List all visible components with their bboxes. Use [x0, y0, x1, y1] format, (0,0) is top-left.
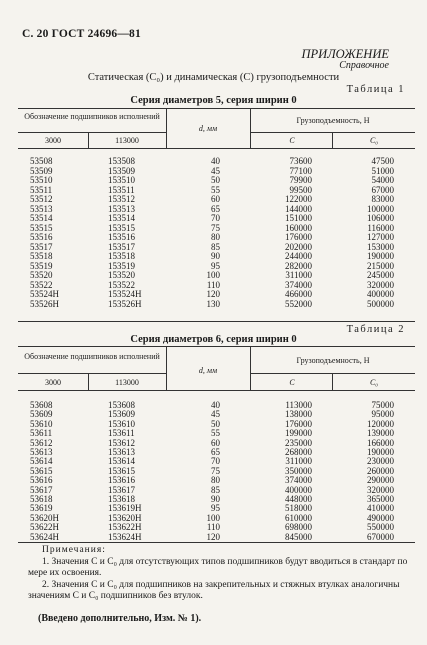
cell-bore-d: 90	[211, 494, 220, 504]
table-row	[0, 243, 427, 251]
cell-bore-d: 90	[211, 251, 220, 261]
cell-designation-3000: 53522	[30, 279, 53, 290]
table-row	[0, 205, 427, 213]
cell-load-C0: 400000	[367, 289, 394, 299]
table1-header-113000: 113000	[115, 136, 139, 145]
cell-designation-3000: 53615	[30, 465, 53, 476]
cell-load-C0: 190000	[367, 251, 394, 261]
cell-designation-113000: 153611	[108, 428, 135, 439]
table-row	[0, 429, 427, 437]
cell-load-C: 77100	[289, 165, 312, 176]
cell-designation-3000: 53508	[30, 156, 53, 166]
table-row	[0, 195, 427, 203]
cell-bore-d: 100	[206, 512, 220, 523]
cell-load-C: 151000	[285, 213, 312, 223]
cell-bore-d: 70	[211, 213, 220, 223]
table1-vrule-4	[332, 132, 333, 148]
notes-heading: Примечания:	[42, 545, 106, 555]
cell-load-C0: 190000	[367, 447, 394, 457]
cell-load-C0: 166000	[367, 437, 394, 448]
cell-designation-3000: 53515	[30, 222, 53, 233]
cell-designation-113000: 153519	[108, 260, 135, 271]
cell-bore-d: 75	[211, 465, 220, 476]
cell-load-C: 160000	[285, 222, 312, 233]
cell-load-C: 400000	[285, 484, 312, 495]
cell-load-C: 144000	[285, 203, 312, 214]
note-1: 1. Значения C и C₀ для отсутствующих типов подшипников будут вводиться в стандарт по мере их освоения.	[28, 556, 408, 578]
cell-designation-113000: 153618	[108, 494, 135, 504]
cell-load-C: 374000	[285, 279, 312, 290]
cell-designation-113000: 153524H	[108, 289, 142, 299]
table2-header-load: Грузоподъемность, Н	[296, 356, 370, 365]
cell-load-C: 268000	[285, 447, 312, 457]
table-row	[0, 401, 427, 409]
cell-load-C: 73600	[289, 156, 312, 166]
cell-bore-d: 120	[206, 289, 220, 299]
cell-load-C: 610000	[285, 512, 312, 523]
table1-header-d: d, мм	[198, 124, 218, 133]
cell-designation-3000: 53622H	[30, 522, 59, 533]
table2-header-C0: C₀	[369, 378, 379, 387]
cell-designation-113000: 153514	[108, 213, 135, 223]
cell-load-C: 845000	[285, 531, 312, 542]
cell-load-C0: 245000	[367, 270, 394, 280]
cell-load-C0: 47500	[371, 156, 394, 166]
cell-bore-d: 80	[211, 232, 220, 242]
table1-header-3000: 3000	[45, 136, 61, 145]
cell-designation-3000: 53513	[30, 203, 53, 214]
cell-bore-d: 45	[211, 409, 220, 420]
table-row	[0, 262, 427, 270]
cell-load-C0: 83000	[371, 194, 394, 204]
cell-bore-d: 45	[211, 165, 220, 176]
cell-bore-d: 75	[211, 222, 220, 233]
cell-load-C0: 410000	[367, 503, 394, 514]
cell-designation-113000: 153615	[108, 465, 135, 476]
cell-designation-113000: 153509	[108, 165, 135, 176]
cell-load-C: 552000	[285, 298, 312, 309]
cell-bore-d: 40	[211, 156, 220, 166]
cell-designation-113000: 153522	[108, 279, 135, 290]
appendix-block	[302, 48, 389, 72]
table2-vrule-1	[166, 346, 167, 390]
cell-load-C0: 127000	[367, 232, 394, 242]
cell-load-C: 202000	[285, 241, 312, 252]
cell-designation-3000: 53610	[30, 418, 53, 429]
cell-load-C0: 290000	[367, 475, 394, 486]
cell-load-C0: 54000	[371, 175, 394, 185]
table-row	[0, 439, 427, 447]
table2-vrule-4	[332, 373, 333, 390]
cell-load-C0: 116000	[367, 222, 394, 233]
cell-load-C: 235000	[285, 437, 312, 448]
table2-mid-rule	[18, 373, 166, 374]
table1-bottom-rule	[18, 321, 415, 322]
cell-load-C0: 139000	[367, 428, 394, 439]
table-row	[0, 252, 427, 260]
cell-bore-d: 65	[211, 203, 220, 214]
table-row	[0, 281, 427, 289]
table2-vrule-3	[88, 373, 89, 390]
cell-designation-113000: 153609	[108, 409, 135, 420]
cell-load-C0: 490000	[367, 512, 394, 523]
cell-bore-d: 85	[211, 484, 220, 495]
cell-load-C: 466000	[285, 289, 312, 299]
cell-load-C0: 230000	[367, 456, 394, 467]
cell-designation-113000: 153516	[108, 232, 135, 242]
cell-bore-d: 110	[206, 279, 220, 290]
cell-designation-3000: 53526H	[30, 298, 59, 309]
cell-bore-d: 50	[211, 418, 220, 429]
table-row	[0, 523, 427, 531]
cell-bore-d: 65	[211, 447, 220, 457]
cell-designation-3000: 53624H	[30, 531, 59, 542]
cell-designation-3000: 53608	[30, 400, 53, 410]
table1-header-load: Грузоподъемность, Н	[296, 116, 370, 125]
cell-designation-3000: 53516	[30, 232, 53, 242]
table1-header-C: C	[289, 136, 295, 145]
cell-load-C: 311000	[285, 456, 312, 467]
table2-bottom-rule	[18, 542, 415, 543]
table2-header-d: d, мм	[198, 366, 218, 375]
table2-label: Таблица 2	[346, 324, 405, 335]
cell-load-C0: 670000	[367, 531, 394, 542]
table2-series: Серия диаметров 6, серия ширин 0	[130, 334, 297, 345]
table-row	[0, 186, 427, 194]
table1-header-designation: Обозначение подшипников исполнений	[24, 112, 160, 121]
cell-load-C: 374000	[285, 475, 312, 486]
cell-load-C: 138000	[285, 409, 312, 420]
table-row	[0, 176, 427, 184]
cell-designation-3000: 53517	[30, 241, 53, 252]
table1-mid-rule	[18, 132, 166, 133]
cell-bore-d: 80	[211, 475, 220, 486]
table2-header-3000: 3000	[45, 378, 61, 387]
note-2: 2. Значения C и C₀ для подшипников на закрепительных и стяжных втулках аналогичны значениям C и C₀ подшипников без втулок.	[28, 579, 400, 601]
cell-designation-3000: 53519	[30, 260, 53, 271]
cell-designation-3000: 53613	[30, 447, 53, 457]
cell-load-C0: 120000	[367, 418, 394, 429]
cell-designation-113000: 153510	[108, 175, 135, 185]
cell-load-C: 199000	[285, 428, 312, 439]
table-row	[0, 300, 427, 308]
table-row	[0, 457, 427, 465]
table1-vrule-2	[250, 108, 251, 148]
cell-designation-113000: 153513	[108, 203, 135, 214]
cell-designation-113000: 153610	[108, 418, 135, 429]
cell-designation-3000: 53509	[30, 165, 53, 176]
cell-load-C0: 320000	[367, 484, 394, 495]
cell-load-C: 79900	[289, 175, 312, 185]
table-row	[0, 495, 427, 503]
cell-designation-113000: 153619H	[108, 503, 142, 514]
cell-load-C0: 153000	[367, 241, 394, 252]
table2-header-rule	[18, 390, 415, 391]
page-header: С. 20 ГОСТ 24696—81	[22, 28, 141, 40]
table1-top-rule	[18, 108, 415, 109]
table-row	[0, 448, 427, 456]
table-row	[0, 214, 427, 222]
cell-designation-113000: 153616	[108, 475, 135, 486]
cell-load-C: 113000	[285, 400, 312, 410]
cell-bore-d: 50	[211, 175, 220, 185]
table-row	[0, 476, 427, 484]
cell-load-C0: 67000	[371, 184, 394, 195]
cell-load-C: 99500	[289, 184, 312, 195]
cell-load-C0: 95000	[371, 409, 394, 420]
cell-designation-113000: 153517	[108, 241, 135, 252]
cell-load-C: 518000	[285, 503, 312, 514]
table1-header-C0: C₀	[369, 136, 379, 145]
cell-load-C0: 500000	[367, 298, 394, 309]
table2-top-rule	[18, 346, 415, 347]
table1-header-rule	[18, 148, 415, 149]
cell-designation-3000: 53609	[30, 409, 53, 420]
cell-designation-3000: 53520	[30, 270, 53, 280]
table2-header-C: C	[289, 378, 295, 387]
cell-designation-113000: 153520	[108, 270, 135, 280]
cell-designation-113000: 153508	[108, 156, 135, 166]
cell-designation-113000: 153515	[108, 222, 135, 233]
cell-designation-113000: 153612	[108, 437, 135, 448]
cell-designation-113000: 153620H	[108, 512, 142, 523]
appendix-subtitle: Справочное	[339, 60, 389, 71]
cell-load-C: 244000	[285, 251, 312, 261]
table2-vrule-2	[250, 346, 251, 390]
cell-bore-d: 110	[206, 522, 220, 533]
cell-designation-113000: 153614	[108, 456, 135, 467]
cell-load-C0: 215000	[367, 260, 394, 271]
table2-header-designation: Обозначение подшипников исполнений	[24, 352, 160, 361]
cell-designation-113000: 153526H	[108, 298, 142, 309]
cell-load-C0: 260000	[367, 465, 394, 476]
table1-series: Серия диаметров 5, серия ширин 0	[130, 95, 297, 106]
table-row	[0, 514, 427, 522]
cell-bore-d: 100	[206, 270, 220, 280]
table-row	[0, 290, 427, 298]
cell-designation-3000: 53510	[30, 175, 53, 185]
cell-load-C: 176000	[285, 232, 312, 242]
cell-designation-3000: 53617	[30, 484, 53, 495]
cell-designation-3000: 53518	[30, 251, 53, 261]
cell-designation-113000: 153608	[108, 400, 135, 410]
cell-designation-3000: 53514	[30, 213, 53, 223]
cell-load-C: 176000	[285, 418, 312, 429]
cell-load-C: 698000	[285, 522, 312, 533]
document-title: Статическая (C₀) и динамическая (C) грузоподъемности	[87, 72, 340, 83]
table1-vrule-1	[166, 108, 167, 148]
cell-designation-3000: 53612	[30, 437, 53, 448]
cell-load-C: 448000	[285, 494, 312, 504]
cell-designation-113000: 153624H	[108, 531, 142, 542]
cell-load-C: 350000	[285, 465, 312, 476]
cell-bore-d: 70	[211, 456, 220, 467]
appendix-title: ПРИЛОЖЕНИЕ	[301, 47, 389, 61]
cell-designation-113000: 153511	[108, 184, 135, 195]
cell-load-C0: 106000	[367, 213, 394, 223]
cell-bore-d: 55	[211, 184, 220, 195]
cell-designation-113000: 153512	[108, 194, 135, 204]
cell-load-C0: 365000	[367, 494, 394, 504]
cell-designation-113000: 153617	[108, 484, 135, 495]
table-row	[0, 233, 427, 241]
cell-designation-3000: 53619	[30, 503, 53, 514]
table-row	[0, 486, 427, 494]
table-row	[0, 410, 427, 418]
cell-load-C: 122000	[285, 194, 312, 204]
cell-bore-d: 55	[211, 428, 220, 439]
cell-load-C: 282000	[285, 260, 312, 271]
cell-designation-3000: 53512	[30, 194, 53, 204]
cell-designation-113000: 153613	[108, 447, 135, 457]
cell-designation-3000: 53611	[30, 428, 53, 439]
table2-header-113000: 113000	[115, 378, 139, 387]
table-row	[0, 420, 427, 428]
cell-designation-3000: 53620H	[30, 512, 59, 523]
table-row	[0, 167, 427, 175]
cell-designation-3000: 53618	[30, 494, 53, 504]
cell-load-C0: 100000	[367, 203, 394, 214]
cell-load-C0: 51000	[371, 165, 394, 176]
amendment-note: (Введено дополнительно, Изм. № 1).	[38, 613, 202, 624]
cell-bore-d: 40	[211, 400, 220, 410]
cell-load-C0: 75000	[371, 400, 394, 410]
cell-bore-d: 60	[211, 437, 220, 448]
table1-vrule-3	[88, 132, 89, 148]
cell-designation-3000: 53524H	[30, 289, 59, 299]
cell-designation-3000: 53616	[30, 475, 53, 486]
cell-bore-d: 95	[211, 260, 220, 271]
cell-designation-3000: 53614	[30, 456, 53, 467]
cell-designation-3000: 53511	[30, 184, 53, 195]
cell-bore-d: 85	[211, 241, 220, 252]
table-row	[0, 504, 427, 512]
table-row	[0, 271, 427, 279]
table-row	[0, 533, 427, 541]
table1-label: Таблица 1	[346, 84, 405, 95]
table-row	[0, 467, 427, 475]
cell-bore-d: 60	[211, 194, 220, 204]
table-row	[0, 157, 427, 165]
cell-bore-d: 120	[206, 531, 220, 542]
cell-load-C0: 550000	[367, 522, 394, 533]
table-row	[0, 224, 427, 232]
cell-bore-d: 130	[206, 298, 220, 309]
cell-designation-113000: 153622H	[108, 522, 142, 533]
cell-bore-d: 95	[211, 503, 220, 514]
cell-designation-113000: 153518	[108, 251, 135, 261]
cell-load-C: 311000	[285, 270, 312, 280]
notes-block	[28, 545, 408, 603]
cell-load-C0: 320000	[367, 279, 394, 290]
